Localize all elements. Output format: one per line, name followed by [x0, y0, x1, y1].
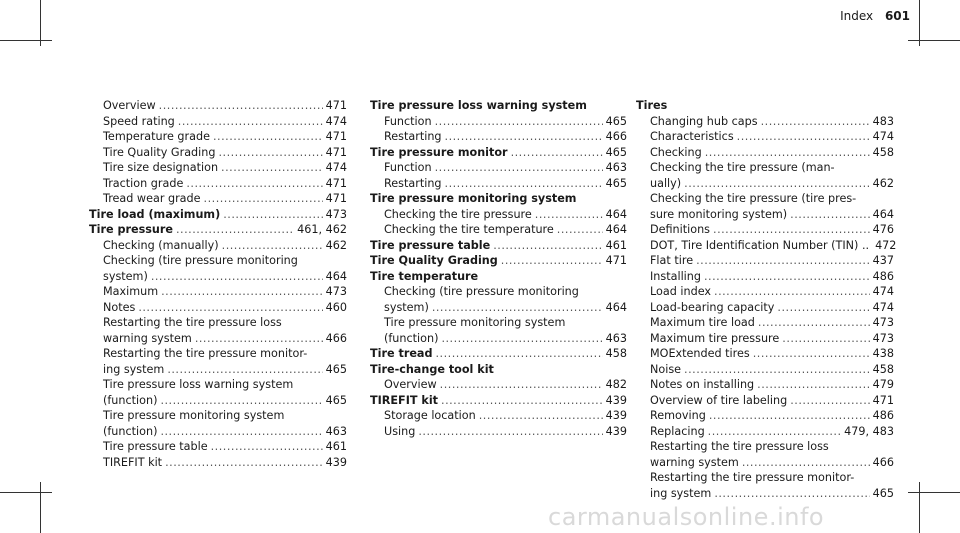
- dot-leader: [213, 129, 323, 145]
- entry-text: Overview: [103, 99, 156, 112]
- index-subentry: [636, 331, 894, 347]
- index-heading: [370, 238, 627, 254]
- index-subentry: [636, 455, 894, 471]
- index-subentry: [370, 160, 627, 176]
- index-subentry: [636, 486, 894, 502]
- entry-page-ref[interactable]: 471: [325, 145, 347, 159]
- entry-page-ref[interactable]: 439: [605, 393, 627, 407]
- index-subentry: [89, 284, 347, 300]
- index-subentry: [370, 129, 627, 145]
- entry-text: Tire size designation: [103, 161, 219, 174]
- index-subentry: [89, 160, 347, 176]
- entry-text: Definitions: [650, 223, 711, 236]
- index-subentry: [636, 114, 894, 130]
- dot-leader: [684, 362, 870, 378]
- index-subentry: [636, 191, 894, 207]
- entry-page-ref[interactable]: 483: [872, 114, 894, 128]
- dot-leader: [160, 424, 322, 440]
- dot-leader: [440, 377, 603, 393]
- section-title: Index: [840, 9, 874, 23]
- dot-leader: [176, 222, 294, 238]
- dot-leader: [138, 300, 322, 316]
- entry-text: Restarting the tire pressure monitor-: [103, 347, 308, 360]
- dot-leader: [211, 439, 323, 455]
- entry-page-ref[interactable]: 474: [872, 285, 894, 298]
- entry-text: Tire pressure table: [370, 238, 491, 252]
- entry-text: Tire pressure monitoring system: [384, 316, 566, 329]
- dot-leader: [753, 346, 870, 362]
- dot-leader: [704, 269, 870, 285]
- dot-leader: [161, 284, 323, 300]
- dot-leader: [557, 222, 603, 238]
- index-subentry: [370, 207, 627, 223]
- index-subentry: [636, 269, 894, 285]
- entry-page-ref[interactable]: 464: [605, 300, 627, 314]
- index-heading: [370, 191, 627, 207]
- entry-text: Storage location: [384, 409, 476, 422]
- index-subentry: [370, 176, 627, 192]
- entry-text: Overview of tire labeling: [650, 393, 788, 407]
- dot-leader: [493, 238, 602, 254]
- index-subentry: [636, 424, 894, 440]
- entry-page-ref[interactable]: 476: [872, 223, 894, 236]
- dot-leader: [761, 114, 870, 130]
- entry-page-ref[interactable]: 471: [605, 254, 627, 267]
- index-heading: [370, 145, 627, 161]
- entry-text: Temperature grade: [103, 130, 210, 143]
- dot-leader: [714, 284, 870, 300]
- entry-text: TIREFIT kit: [103, 455, 163, 469]
- entry-page-ref[interactable]: 479: [872, 378, 894, 391]
- index-subentry: [89, 253, 347, 269]
- index-subentry: [636, 129, 894, 145]
- index-subentry: [636, 393, 894, 409]
- crop-mark: [908, 492, 960, 493]
- entry-page-ref[interactable]: 439: [605, 409, 627, 422]
- dot-leader: [708, 424, 842, 440]
- entry-text: Checking (tire pressure monitoring: [384, 285, 579, 298]
- entry-text: Tire-change tool kit: [370, 362, 494, 376]
- entry-text: Checking the tire temperature: [384, 223, 554, 236]
- entry-page-ref[interactable]: 471: [325, 192, 347, 205]
- dot-leader: [790, 207, 869, 223]
- index-subentry: [89, 98, 347, 114]
- dot-leader: [445, 176, 603, 192]
- entry-text: Load-bearing capacity: [650, 300, 775, 314]
- dot-leader: [223, 207, 322, 223]
- entry-text: Characteristics: [650, 130, 734, 143]
- entry-page-ref[interactable]: 438: [872, 347, 894, 360]
- index-subentry: [89, 238, 347, 254]
- index-subentry: [636, 176, 894, 192]
- index-subentry: [89, 393, 347, 409]
- index-heading: [89, 207, 347, 223]
- dot-leader: [479, 408, 603, 424]
- entry-text: Notes: [103, 300, 136, 314]
- entry-page-ref[interactable]: 471: [325, 176, 347, 190]
- entry-text: Installing: [650, 269, 701, 283]
- dot-leader: [435, 160, 603, 176]
- index-subentry: [370, 408, 627, 424]
- dot-leader: [684, 176, 869, 192]
- dot-leader: [418, 424, 602, 440]
- index-subentry: [89, 455, 347, 471]
- entry-text: ing system: [103, 362, 165, 376]
- entry-page-ref[interactable]: 471: [325, 130, 347, 143]
- index-subentry: [89, 408, 347, 424]
- entry-page-ref[interactable]: 465: [605, 114, 627, 128]
- entry-page-ref[interactable]: 464: [325, 269, 347, 283]
- entry-page-ref[interactable]: 466: [872, 455, 894, 469]
- page-header: [840, 9, 910, 23]
- index-subentry: [89, 439, 347, 455]
- entry-text: Tire Quality Grading: [370, 254, 498, 267]
- entry-page-ref[interactable]: 458: [872, 145, 894, 159]
- index-subentry: [89, 362, 347, 378]
- dot-leader: [445, 129, 603, 145]
- entry-page-ref[interactable]: 465: [605, 176, 627, 190]
- index-subentry: [89, 377, 347, 393]
- entry-page-ref[interactable]: 461, 462: [297, 223, 347, 236]
- index-subentry: [89, 129, 347, 145]
- entry-text: ing system: [650, 486, 712, 500]
- index-subentry: [636, 315, 894, 331]
- entry-page-ref[interactable]: 439: [325, 455, 347, 469]
- entry-page-ref[interactable]: 473: [325, 207, 347, 221]
- index-subentry: [370, 315, 627, 331]
- watermark: carmanualsonline.info: [548, 503, 825, 531]
- dot-leader: [151, 269, 323, 285]
- entry-text: Load index: [650, 285, 712, 298]
- dot-leader: [758, 315, 870, 331]
- entry-page-ref[interactable]: 439: [605, 424, 627, 438]
- dot-leader: [218, 145, 322, 161]
- entry-text: warning system: [103, 331, 192, 345]
- index-subentry: [89, 114, 347, 130]
- index-heading: [370, 269, 627, 285]
- entry-text: Tire pressure table: [103, 440, 208, 453]
- index-subentry: [370, 424, 627, 440]
- index-subentry: [636, 253, 894, 269]
- index-subentry: [636, 439, 894, 455]
- dot-leader: [709, 408, 870, 424]
- entry-page-ref[interactable]: 464: [605, 223, 627, 236]
- entry-text: Flat tire: [650, 254, 694, 267]
- entry-text: (function): [384, 331, 439, 345]
- entry-page-ref[interactable]: 464: [872, 207, 894, 221]
- dot-leader: [432, 300, 603, 316]
- entry-text: system): [103, 269, 148, 283]
- entry-text: Checking the tire pressure (tire pres-: [650, 192, 857, 205]
- dot-leader: [178, 114, 323, 130]
- entry-page-ref[interactable]: 473: [872, 316, 894, 329]
- entry-text: Function: [384, 114, 432, 128]
- entry-text: MOExtended tires: [650, 347, 750, 360]
- dot-leader: [742, 455, 870, 471]
- dot-leader: [714, 486, 869, 502]
- dot-leader: [511, 145, 603, 161]
- index-subentry: [370, 331, 627, 347]
- dot-leader: [737, 129, 870, 145]
- index-subentry: [636, 346, 894, 362]
- entry-text: Function: [384, 161, 432, 174]
- entry-page-ref[interactable]: 462: [325, 238, 347, 252]
- index-subentry: [636, 238, 897, 254]
- entry-text: Tire load (maximum): [89, 207, 221, 221]
- index-subentry: [636, 222, 894, 238]
- dot-leader: [165, 455, 323, 471]
- entry-text: Restarting the tire pressure loss: [103, 316, 282, 329]
- entry-text: Changing hub caps: [650, 114, 758, 128]
- entry-page-ref[interactable]: 463: [605, 161, 627, 174]
- dot-leader: [501, 253, 603, 269]
- dot-leader: [186, 176, 322, 192]
- index-heading: [89, 222, 347, 238]
- entry-page-ref[interactable]: 471: [325, 99, 347, 112]
- dot-leader: [696, 253, 870, 269]
- entry-text: ually): [650, 176, 682, 190]
- index-column-2: [370, 98, 627, 439]
- entry-page-ref[interactable]: 471: [872, 393, 894, 407]
- index-subentry: [89, 424, 347, 440]
- dot-leader: [435, 346, 602, 362]
- index-subentry: [370, 300, 627, 316]
- dot-leader: [535, 207, 603, 223]
- crop-mark: [40, 482, 41, 533]
- dot-leader: [790, 393, 869, 409]
- entry-page-ref[interactable]: 437: [872, 254, 894, 267]
- entry-page-ref[interactable]: 465: [605, 145, 627, 159]
- entry-page-ref[interactable]: 466: [325, 331, 347, 345]
- entry-text: TIREFIT kit: [370, 393, 439, 407]
- entry-page-ref[interactable]: 482: [605, 378, 627, 391]
- entry-text: Restarting: [384, 176, 442, 190]
- dot-leader: [435, 114, 603, 130]
- entry-text: sure monitoring system): [650, 207, 788, 221]
- index-subentry: [636, 470, 894, 486]
- entry-text: Overview: [384, 378, 437, 391]
- entry-text: Tire tread: [370, 347, 433, 360]
- dot-leader: [782, 331, 869, 347]
- index-subentry: [370, 377, 627, 393]
- index-subentry: [370, 284, 627, 300]
- entry-page-ref[interactable]: 474: [325, 161, 347, 174]
- dot-leader: [167, 362, 322, 378]
- entry-text: Tire pressure: [89, 223, 173, 236]
- entry-text: Traction grade: [103, 176, 184, 190]
- entry-page-ref[interactable]: 460: [325, 300, 347, 314]
- entry-text: Tire temperature: [370, 269, 479, 283]
- crop-mark: [0, 492, 52, 493]
- index-subentry: [636, 207, 894, 223]
- crop-mark: [0, 40, 52, 41]
- dot-leader: [204, 191, 323, 207]
- index-subentry: [89, 300, 347, 316]
- entry-page-ref[interactable]: 465: [325, 393, 347, 407]
- entry-page-ref[interactable]: 461: [325, 440, 347, 453]
- index-subentry: [636, 145, 894, 161]
- dot-leader: [757, 377, 869, 393]
- entry-text: Notes on installing: [650, 378, 755, 391]
- entry-text: Tire pressure monitoring system: [103, 409, 285, 422]
- entry-text: Checking the tire pressure (man-: [650, 161, 835, 174]
- entry-text: Checking the tire pressure: [384, 207, 532, 221]
- entry-text: (function): [103, 424, 158, 438]
- index-subentry: [636, 284, 894, 300]
- entry-page-ref[interactable]: 465: [872, 486, 894, 500]
- entry-page-ref[interactable]: 462: [872, 176, 894, 190]
- entry-text: Maximum tire pressure: [650, 331, 780, 345]
- entry-text: Restarting the tire pressure monitor-: [650, 471, 855, 484]
- entry-text: Maximum: [103, 285, 159, 298]
- entry-text: Speed rating: [103, 114, 175, 128]
- entry-text: Tire pressure loss warning system: [103, 378, 294, 391]
- dot-leader: [222, 238, 323, 254]
- index-heading: [370, 393, 627, 409]
- entry-text: Checking: [650, 145, 702, 159]
- index-subentry: [89, 191, 347, 207]
- entry-page-ref[interactable]: 479, 483: [844, 424, 894, 438]
- index-subentry: [89, 176, 347, 192]
- dot-leader: [441, 331, 602, 347]
- crop-mark: [908, 40, 960, 41]
- index-subentry: [89, 269, 347, 285]
- entry-text: Using: [384, 424, 416, 438]
- entry-page-ref[interactable]: 466: [605, 130, 627, 143]
- entry-page-ref[interactable]: 458: [605, 347, 627, 360]
- index-heading: [636, 98, 894, 114]
- index-subentry: [370, 222, 627, 238]
- entry-text: Tire pressure monitoring system: [370, 192, 577, 205]
- index-subentry: [636, 377, 894, 393]
- entry-page-ref[interactable]: 474: [325, 114, 347, 128]
- index-subentry: [370, 114, 627, 130]
- entry-text: Tire pressure loss warning system: [370, 99, 587, 112]
- dot-leader: [160, 393, 322, 409]
- index-subentry: [89, 145, 347, 161]
- entry-page-ref[interactable]: 463: [325, 424, 347, 438]
- entry-text: Restarting: [384, 130, 442, 143]
- dot-leader: [705, 145, 870, 161]
- index-subentry: [636, 160, 894, 176]
- entry-text: Maximum tire load: [650, 316, 755, 329]
- entry-text: Restarting the tire pressure loss: [650, 440, 829, 453]
- entry-page-ref[interactable]: 464: [605, 207, 627, 221]
- entry-page-ref[interactable]: 486: [872, 269, 894, 283]
- index-subentry: [89, 315, 347, 331]
- entry-text: Tire Quality Grading: [103, 145, 216, 159]
- entry-text: Tires: [636, 99, 668, 112]
- entry-page-ref[interactable]: 473: [872, 331, 894, 345]
- index-subentry: [89, 331, 347, 347]
- entry-page-ref[interactable]: 465: [325, 362, 347, 376]
- index-subentry: [636, 362, 894, 378]
- entry-text: (function): [103, 393, 158, 407]
- entry-text: Removing: [650, 409, 706, 422]
- index-subentry: [636, 408, 894, 424]
- entry-text: system): [384, 300, 429, 314]
- index-subentry: [636, 300, 894, 316]
- entry-text: Tire pressure monitor: [370, 145, 508, 159]
- entry-page-ref[interactable]: 472: [875, 238, 897, 252]
- entry-page-ref[interactable]: 474: [872, 300, 894, 314]
- entry-text: Tread wear grade: [103, 192, 201, 205]
- entry-page-ref[interactable]: 463: [605, 331, 627, 345]
- index-heading: [370, 362, 627, 378]
- entry-text: Noise: [650, 362, 682, 376]
- index-column-3: [636, 98, 897, 501]
- entry-text: Replacing: [650, 424, 705, 438]
- dot-leader: [777, 300, 869, 316]
- index-heading: [370, 253, 627, 269]
- entry-page-ref[interactable]: 458: [872, 362, 894, 376]
- dot-leader: [713, 222, 870, 238]
- page-number: 601: [884, 9, 910, 23]
- entry-page-ref[interactable]: 461: [605, 238, 627, 252]
- entry-page-ref[interactable]: 486: [872, 409, 894, 422]
- index-heading: [370, 98, 627, 114]
- entry-text: Checking (manually): [103, 238, 219, 252]
- dot-leader: [441, 393, 603, 409]
- dot-leader: [195, 331, 323, 347]
- index-column-1: [89, 98, 347, 470]
- entry-page-ref[interactable]: 474: [872, 130, 894, 143]
- dot-leader: [159, 98, 323, 114]
- entry-page-ref[interactable]: 473: [325, 285, 347, 298]
- entry-text: warning system: [650, 455, 739, 469]
- entry-text: Checking (tire pressure monitoring: [103, 254, 298, 267]
- index-heading: [370, 346, 627, 362]
- dot-leader: [221, 160, 323, 176]
- entry-text: DOT, Tire Identification Number (TIN) ..: [650, 238, 870, 252]
- crop-mark: [919, 482, 920, 533]
- index-subentry: [89, 346, 347, 362]
